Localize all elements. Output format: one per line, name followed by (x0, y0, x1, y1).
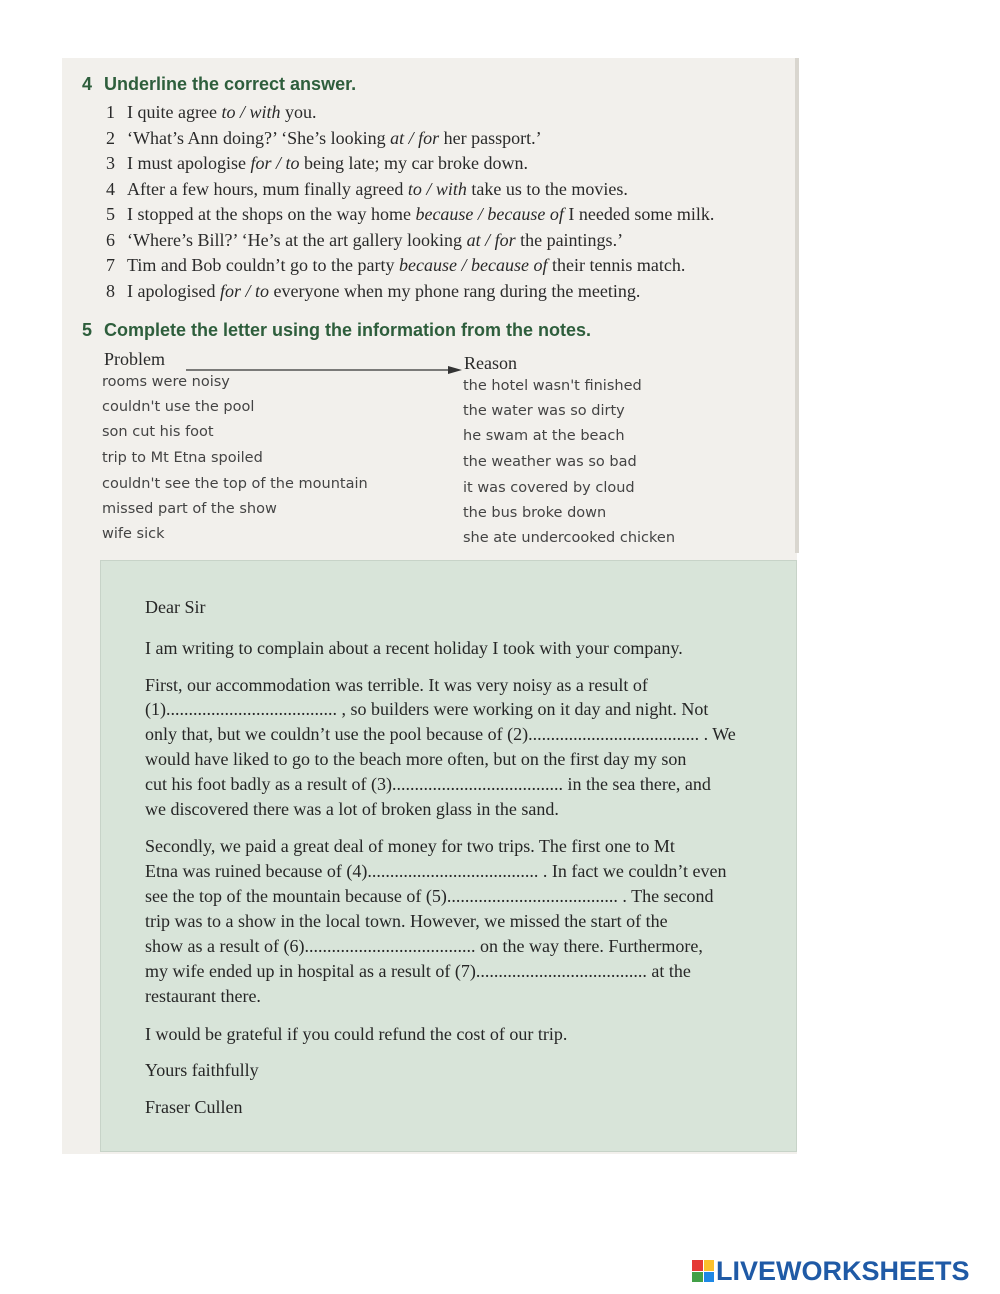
answer-options[interactable]: for / to (250, 153, 300, 173)
exercise-4-item (106, 179, 628, 200)
letter-line: show as a result of (6)...................................... on the way there. Furthermore, (145, 936, 703, 956)
letter-line: Yours faithfully (145, 1060, 259, 1080)
item-number: 4 (106, 178, 115, 199)
letter-line: cut his foot badly as a result of (3)...................................... in the sea there, and (145, 774, 711, 794)
answer-options[interactable]: because / because of (415, 204, 564, 224)
letter-line: Secondly, we paid a great deal of money for two trips. The first one to Mt (145, 836, 675, 856)
answer-options[interactable]: at / for (390, 127, 440, 148)
reason-note: he swam at the beach (463, 428, 625, 444)
answer-options[interactable]: because / because of (399, 255, 548, 275)
item-text-before: I quite agree (127, 102, 222, 122)
exercise-4-heading: Underline the correct answer. (104, 74, 357, 94)
item-text-after: you. (280, 102, 317, 122)
letter-line: my wife ended up in hospital as a result of (7)...................................... at the (145, 961, 691, 981)
letter-line: see the top of the mountain because of (5)...................................... . The second (145, 886, 714, 906)
exercise-4-item (106, 281, 640, 302)
exercise-5-number: 5 (82, 320, 93, 340)
reason-note: it was covered by cloud (463, 480, 635, 496)
item-text-before: I stopped at the shops on the way home (127, 204, 416, 224)
reason-heading: Reason (464, 353, 517, 373)
item-number: 5 (106, 204, 115, 224)
exercise-4-title (82, 74, 356, 95)
reason-note: the water was so dirty (463, 403, 625, 419)
exercise-4-item (106, 255, 685, 276)
item-text-after: take us to the movies. (466, 178, 628, 199)
answer-options[interactable]: for / to (219, 280, 269, 301)
reason-note: the bus broke down (463, 505, 607, 521)
item-number: 3 (106, 153, 115, 173)
page-edge (795, 58, 799, 553)
letter-line: First, our accommodation was terrible. It was very noisy as a result of (145, 675, 648, 695)
problem-note: rooms were noisy (102, 374, 230, 390)
exercise-4-item (106, 204, 714, 225)
item-text-after: being late; my car broke down. (299, 153, 528, 173)
problem-heading: Problem (104, 349, 165, 369)
item-text-before: After a few hours, mum finally agreed (127, 178, 408, 199)
letter-line: I am writing to complain about a recent holiday I took with your company. (145, 638, 683, 658)
letter-line: Dear Sir (145, 597, 206, 617)
item-text-after: everyone when my phone rang during the meeting. (269, 280, 641, 301)
liveworksheets-logo (692, 1255, 970, 1287)
item-number: 1 (106, 102, 115, 122)
item-number: 2 (106, 127, 115, 148)
exercise-4-item (106, 153, 528, 174)
exercise-4-item (106, 230, 623, 251)
exercise-5-heading: Complete the letter using the information from the notes. (104, 320, 592, 340)
problem-note: wife sick (102, 526, 165, 542)
letter-line: Fraser Cullen (145, 1097, 243, 1117)
item-text-after: I needed some milk. (563, 204, 715, 224)
answer-options[interactable]: at / for (466, 229, 516, 250)
item-number: 8 (106, 280, 115, 301)
letter-line: restaurant there. (145, 986, 261, 1006)
reason-note: she ate undercooked chicken (463, 530, 676, 546)
item-text-before: I must apologise (127, 153, 251, 173)
letter-line: would have liked to go to the beach more often, but on the first day my son (145, 749, 687, 769)
item-text-after: the paintings.’ (515, 229, 624, 250)
letter-line: we discovered there was a lot of broken glass in the sand. (145, 799, 559, 819)
exercise-4-item (106, 102, 316, 123)
item-text-before: ‘What’s Ann doing?’ ‘She’s looking (127, 127, 391, 148)
item-text-before: I apologised (127, 280, 220, 301)
letter-line: trip was to a show in the local town. However, we missed the start of the (145, 911, 668, 931)
item-text-before: Tim and Bob couldn’t go to the party (127, 255, 399, 275)
problem-note: missed part of the show (102, 501, 277, 517)
item-number: 6 (106, 229, 115, 250)
problem-note: trip to Mt Etna spoiled (102, 450, 263, 466)
problem-note: couldn't see the top of the mountain (102, 476, 368, 492)
letter-line: Etna was ruined because of (4)...................................... . In fact we couldn’t even (145, 861, 727, 881)
problem-note: couldn't use the pool (102, 399, 255, 415)
letter-line: only that, but we couldn’t use the pool because of (2)...................................... . We (145, 724, 736, 744)
item-text-before: ‘Where’s Bill?’ ‘He’s at the art gallery looking (127, 229, 467, 250)
item-text-after: her passport.’ (439, 127, 542, 148)
letter-line: I would be grateful if you could refund the cost of our trip. (145, 1024, 568, 1044)
answer-options[interactable]: to / with (221, 102, 281, 122)
exercise-4-number: 4 (82, 74, 93, 94)
letter-box (100, 560, 797, 1152)
letter-line: (1)...................................... , so builders were working on it day and night. Not (145, 699, 709, 719)
logo-text: LIVEWORKSHEETS (716, 1255, 970, 1286)
reason-note: the weather was so bad (463, 454, 637, 470)
logo-grid-icon (692, 1260, 714, 1282)
item-text-after: their tennis match. (547, 255, 686, 275)
reason-note: the hotel wasn't finished (463, 378, 642, 394)
exercise-4-item (106, 128, 542, 149)
problem-note: son cut his foot (102, 424, 214, 440)
item-number: 7 (106, 255, 115, 275)
answer-options[interactable]: to / with (407, 178, 467, 199)
exercise-5-title (82, 320, 591, 341)
